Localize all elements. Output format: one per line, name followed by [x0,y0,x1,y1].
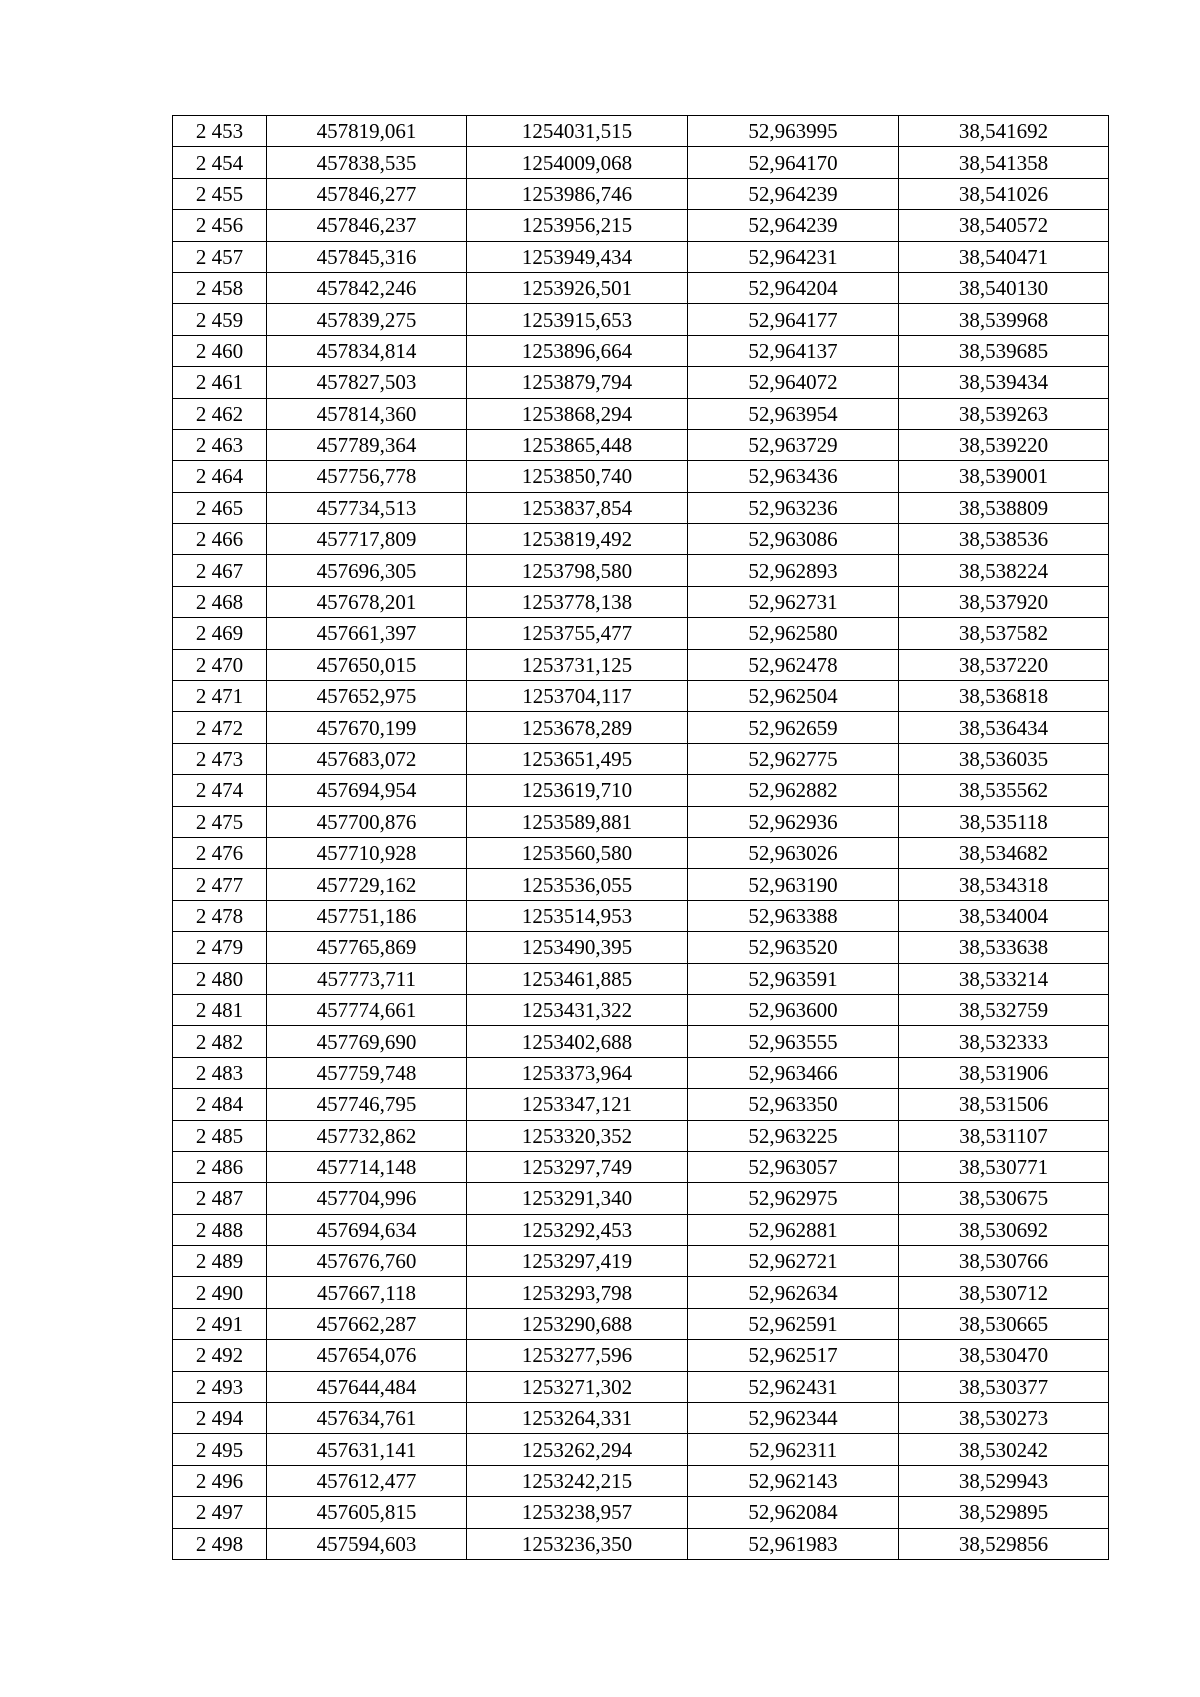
longitude-cell: 38,541692 [899,116,1109,147]
table-row [173,461,1109,492]
longitude-cell: 38,539220 [899,429,1109,460]
table-row [173,304,1109,335]
y-coordinate-cell: 1253837,854 [467,492,688,523]
point-number-cell: 2 491 [173,1308,267,1339]
point-number-cell: 2 459 [173,304,267,335]
point-number-cell: 2 457 [173,241,267,272]
point-number-cell: 2 475 [173,806,267,837]
x-coordinate-cell: 457704,996 [267,1183,467,1214]
longitude-cell: 38,537582 [899,618,1109,649]
point-number-cell: 2 455 [173,178,267,209]
x-coordinate-cell: 457634,761 [267,1403,467,1434]
latitude-cell: 52,962659 [688,712,899,743]
longitude-cell: 38,541026 [899,178,1109,209]
latitude-cell: 52,963466 [688,1057,899,1088]
y-coordinate-cell: 1253651,495 [467,743,688,774]
y-coordinate-cell: 1253865,448 [467,429,688,460]
latitude-cell: 52,962143 [688,1465,899,1496]
y-coordinate-cell: 1253755,477 [467,618,688,649]
latitude-cell: 52,964239 [688,210,899,241]
table-row [173,1497,1109,1528]
y-coordinate-cell: 1253293,798 [467,1277,688,1308]
y-coordinate-cell: 1253264,331 [467,1403,688,1434]
latitude-cell: 52,964239 [688,178,899,209]
latitude-cell: 52,963600 [688,994,899,1025]
x-coordinate-cell: 457667,118 [267,1277,467,1308]
latitude-cell: 52,962893 [688,555,899,586]
point-number-cell: 2 480 [173,963,267,994]
x-coordinate-cell: 457746,795 [267,1089,467,1120]
x-coordinate-cell: 457678,201 [267,586,467,617]
point-number-cell: 2 462 [173,398,267,429]
longitude-cell: 38,533638 [899,932,1109,963]
point-number-cell: 2 471 [173,681,267,712]
y-coordinate-cell: 1253560,580 [467,837,688,868]
x-coordinate-cell: 457694,954 [267,775,467,806]
table-row [173,1151,1109,1182]
x-coordinate-cell: 457652,975 [267,681,467,712]
table-row [173,335,1109,366]
y-coordinate-cell: 1253320,352 [467,1120,688,1151]
latitude-cell: 52,962084 [688,1497,899,1528]
longitude-cell: 38,533214 [899,963,1109,994]
point-number-cell: 2 496 [173,1465,267,1496]
x-coordinate-cell: 457834,814 [267,335,467,366]
longitude-cell: 38,539685 [899,335,1109,366]
x-coordinate-cell: 457838,535 [267,147,467,178]
latitude-cell: 52,964231 [688,241,899,272]
x-coordinate-cell: 457717,809 [267,524,467,555]
latitude-cell: 52,963954 [688,398,899,429]
latitude-cell: 52,962882 [688,775,899,806]
point-number-cell: 2 477 [173,869,267,900]
table-row [173,994,1109,1025]
point-number-cell: 2 453 [173,116,267,147]
longitude-cell: 38,534004 [899,900,1109,931]
latitude-cell: 52,962731 [688,586,899,617]
table-row [173,1371,1109,1402]
point-number-cell: 2 474 [173,775,267,806]
y-coordinate-cell: 1253778,138 [467,586,688,617]
y-coordinate-cell: 1253678,289 [467,712,688,743]
y-coordinate-cell: 1253868,294 [467,398,688,429]
longitude-cell: 38,536818 [899,681,1109,712]
latitude-cell: 52,963236 [688,492,899,523]
table-row [173,1120,1109,1151]
table-row [173,1057,1109,1088]
longitude-cell: 38,534682 [899,837,1109,868]
latitude-cell: 52,962975 [688,1183,899,1214]
x-coordinate-cell: 457827,503 [267,367,467,398]
x-coordinate-cell: 457769,690 [267,1026,467,1057]
coordinates-table-body [173,116,1109,1560]
table-row [173,1308,1109,1339]
point-number-cell: 2 454 [173,147,267,178]
longitude-cell: 38,540572 [899,210,1109,241]
latitude-cell: 52,962431 [688,1371,899,1402]
longitude-cell: 38,532759 [899,994,1109,1025]
x-coordinate-cell: 457846,277 [267,178,467,209]
point-number-cell: 2 488 [173,1214,267,1245]
longitude-cell: 38,540471 [899,241,1109,272]
x-coordinate-cell: 457594,603 [267,1528,467,1559]
y-coordinate-cell: 1253949,434 [467,241,688,272]
x-coordinate-cell: 457661,397 [267,618,467,649]
point-number-cell: 2 481 [173,994,267,1025]
x-coordinate-cell: 457631,141 [267,1434,467,1465]
table-row [173,618,1109,649]
x-coordinate-cell: 457759,748 [267,1057,467,1088]
x-coordinate-cell: 457694,634 [267,1214,467,1245]
point-number-cell: 2 482 [173,1026,267,1057]
table-row [173,806,1109,837]
y-coordinate-cell: 1253290,688 [467,1308,688,1339]
table-row [173,1528,1109,1559]
point-number-cell: 2 467 [173,555,267,586]
x-coordinate-cell: 457773,711 [267,963,467,994]
longitude-cell: 38,531107 [899,1120,1109,1151]
longitude-cell: 38,538224 [899,555,1109,586]
x-coordinate-cell: 457839,275 [267,304,467,335]
point-number-cell: 2 473 [173,743,267,774]
latitude-cell: 52,963190 [688,869,899,900]
point-number-cell: 2 463 [173,429,267,460]
longitude-cell: 38,536434 [899,712,1109,743]
table-row [173,900,1109,931]
table-row [173,1183,1109,1214]
point-number-cell: 2 456 [173,210,267,241]
x-coordinate-cell: 457676,760 [267,1246,467,1277]
latitude-cell: 52,964204 [688,272,899,303]
point-number-cell: 2 487 [173,1183,267,1214]
table-row [173,649,1109,680]
longitude-cell: 38,530692 [899,1214,1109,1245]
y-coordinate-cell: 1253297,749 [467,1151,688,1182]
table-row [173,210,1109,241]
latitude-cell: 52,963995 [688,116,899,147]
y-coordinate-cell: 1253291,340 [467,1183,688,1214]
point-number-cell: 2 465 [173,492,267,523]
x-coordinate-cell: 457670,199 [267,712,467,743]
table-row [173,524,1109,555]
table-row [173,492,1109,523]
latitude-cell: 52,962517 [688,1340,899,1371]
y-coordinate-cell: 1253619,710 [467,775,688,806]
longitude-cell: 38,539434 [899,367,1109,398]
x-coordinate-cell: 457662,287 [267,1308,467,1339]
latitude-cell: 52,963026 [688,837,899,868]
y-coordinate-cell: 1253242,215 [467,1465,688,1496]
latitude-cell: 52,964072 [688,367,899,398]
x-coordinate-cell: 457789,364 [267,429,467,460]
point-number-cell: 2 479 [173,932,267,963]
latitude-cell: 52,963520 [688,932,899,963]
longitude-cell: 38,530771 [899,1151,1109,1182]
table-row [173,178,1109,209]
table-row [173,586,1109,617]
table-row [173,869,1109,900]
table-row [173,1026,1109,1057]
y-coordinate-cell: 1253915,653 [467,304,688,335]
table-row [173,1089,1109,1120]
longitude-cell: 38,538809 [899,492,1109,523]
table-row [173,1277,1109,1308]
table-row [173,241,1109,272]
table-row [173,1465,1109,1496]
x-coordinate-cell: 457732,862 [267,1120,467,1151]
y-coordinate-cell: 1253461,885 [467,963,688,994]
y-coordinate-cell: 1253271,302 [467,1371,688,1402]
latitude-cell: 52,964177 [688,304,899,335]
point-number-cell: 2 490 [173,1277,267,1308]
latitude-cell: 52,963086 [688,524,899,555]
y-coordinate-cell: 1253879,794 [467,367,688,398]
longitude-cell: 38,537220 [899,649,1109,680]
table-row [173,116,1109,147]
table-row [173,712,1109,743]
x-coordinate-cell: 457605,815 [267,1497,467,1528]
table-row [173,681,1109,712]
longitude-cell: 38,534318 [899,869,1109,900]
x-coordinate-cell: 457612,477 [267,1465,467,1496]
x-coordinate-cell: 457814,360 [267,398,467,429]
longitude-cell: 38,541358 [899,147,1109,178]
longitude-cell: 38,529943 [899,1465,1109,1496]
y-coordinate-cell: 1253490,395 [467,932,688,963]
table-row [173,429,1109,460]
point-number-cell: 2 498 [173,1528,267,1559]
y-coordinate-cell: 1253297,419 [467,1246,688,1277]
table-row [173,1340,1109,1371]
y-coordinate-cell: 1253238,957 [467,1497,688,1528]
x-coordinate-cell: 457644,484 [267,1371,467,1402]
latitude-cell: 52,963729 [688,429,899,460]
longitude-cell: 38,529856 [899,1528,1109,1559]
longitude-cell: 38,530712 [899,1277,1109,1308]
latitude-cell: 52,962775 [688,743,899,774]
table-row [173,1434,1109,1465]
point-number-cell: 2 483 [173,1057,267,1088]
y-coordinate-cell: 1253262,294 [467,1434,688,1465]
point-number-cell: 2 497 [173,1497,267,1528]
y-coordinate-cell: 1253277,596 [467,1340,688,1371]
y-coordinate-cell: 1253431,322 [467,994,688,1025]
table-row [173,1246,1109,1277]
x-coordinate-cell: 457756,778 [267,461,467,492]
y-coordinate-cell: 1254031,515 [467,116,688,147]
y-coordinate-cell: 1253798,580 [467,555,688,586]
table-row [173,555,1109,586]
point-number-cell: 2 476 [173,837,267,868]
x-coordinate-cell: 457696,305 [267,555,467,586]
longitude-cell: 38,530665 [899,1308,1109,1339]
x-coordinate-cell: 457842,246 [267,272,467,303]
latitude-cell: 52,963555 [688,1026,899,1057]
longitude-cell: 38,540130 [899,272,1109,303]
point-number-cell: 2 460 [173,335,267,366]
table-row [173,743,1109,774]
latitude-cell: 52,962881 [688,1214,899,1245]
x-coordinate-cell: 457765,869 [267,932,467,963]
longitude-cell: 38,539001 [899,461,1109,492]
longitude-cell: 38,538536 [899,524,1109,555]
point-number-cell: 2 492 [173,1340,267,1371]
longitude-cell: 38,539263 [899,398,1109,429]
y-coordinate-cell: 1253896,664 [467,335,688,366]
longitude-cell: 38,530377 [899,1371,1109,1402]
x-coordinate-cell: 457710,928 [267,837,467,868]
x-coordinate-cell: 457729,162 [267,869,467,900]
longitude-cell: 38,530273 [899,1403,1109,1434]
y-coordinate-cell: 1253347,121 [467,1089,688,1120]
x-coordinate-cell: 457734,513 [267,492,467,523]
longitude-cell: 38,530470 [899,1340,1109,1371]
table-row [173,837,1109,868]
x-coordinate-cell: 457650,015 [267,649,467,680]
latitude-cell: 52,962591 [688,1308,899,1339]
latitude-cell: 52,963388 [688,900,899,931]
x-coordinate-cell: 457846,237 [267,210,467,241]
point-number-cell: 2 470 [173,649,267,680]
longitude-cell: 38,531506 [899,1089,1109,1120]
table-row [173,1214,1109,1245]
longitude-cell: 38,537920 [899,586,1109,617]
longitude-cell: 38,531906 [899,1057,1109,1088]
latitude-cell: 52,963591 [688,963,899,994]
y-coordinate-cell: 1253704,117 [467,681,688,712]
y-coordinate-cell: 1253373,964 [467,1057,688,1088]
y-coordinate-cell: 1253514,953 [467,900,688,931]
point-number-cell: 2 469 [173,618,267,649]
latitude-cell: 52,962936 [688,806,899,837]
table-row [173,1403,1109,1434]
y-coordinate-cell: 1253731,125 [467,649,688,680]
latitude-cell: 52,964137 [688,335,899,366]
point-number-cell: 2 486 [173,1151,267,1182]
table-row [173,367,1109,398]
latitude-cell: 52,963436 [688,461,899,492]
y-coordinate-cell: 1253402,688 [467,1026,688,1057]
x-coordinate-cell: 457683,072 [267,743,467,774]
table-row [173,932,1109,963]
point-number-cell: 2 464 [173,461,267,492]
y-coordinate-cell: 1253956,215 [467,210,688,241]
point-number-cell: 2 489 [173,1246,267,1277]
latitude-cell: 52,962580 [688,618,899,649]
point-number-cell: 2 468 [173,586,267,617]
latitude-cell: 52,963350 [688,1089,899,1120]
point-number-cell: 2 493 [173,1371,267,1402]
point-number-cell: 2 485 [173,1120,267,1151]
point-number-cell: 2 478 [173,900,267,931]
y-coordinate-cell: 1253536,055 [467,869,688,900]
longitude-cell: 38,539968 [899,304,1109,335]
table-row [173,272,1109,303]
point-number-cell: 2 484 [173,1089,267,1120]
latitude-cell: 52,962311 [688,1434,899,1465]
table-row [173,147,1109,178]
latitude-cell: 52,963057 [688,1151,899,1182]
y-coordinate-cell: 1253926,501 [467,272,688,303]
table-row [173,963,1109,994]
latitude-cell: 52,963225 [688,1120,899,1151]
y-coordinate-cell: 1253292,453 [467,1214,688,1245]
latitude-cell: 52,962634 [688,1277,899,1308]
point-number-cell: 2 466 [173,524,267,555]
y-coordinate-cell: 1253850,740 [467,461,688,492]
longitude-cell: 38,532333 [899,1026,1109,1057]
longitude-cell: 38,530242 [899,1434,1109,1465]
point-number-cell: 2 461 [173,367,267,398]
point-number-cell: 2 494 [173,1403,267,1434]
x-coordinate-cell: 457700,876 [267,806,467,837]
y-coordinate-cell: 1253589,881 [467,806,688,837]
y-coordinate-cell: 1253236,350 [467,1528,688,1559]
latitude-cell: 52,962478 [688,649,899,680]
x-coordinate-cell: 457819,061 [267,116,467,147]
longitude-cell: 38,530766 [899,1246,1109,1277]
x-coordinate-cell: 457774,661 [267,994,467,1025]
table-row [173,775,1109,806]
x-coordinate-cell: 457845,316 [267,241,467,272]
latitude-cell: 52,962344 [688,1403,899,1434]
longitude-cell: 38,535118 [899,806,1109,837]
latitude-cell: 52,962504 [688,681,899,712]
table-row [173,398,1109,429]
latitude-cell: 52,961983 [688,1528,899,1559]
coordinates-table [172,115,1109,1560]
point-number-cell: 2 458 [173,272,267,303]
latitude-cell: 52,962721 [688,1246,899,1277]
longitude-cell: 38,536035 [899,743,1109,774]
x-coordinate-cell: 457714,148 [267,1151,467,1182]
longitude-cell: 38,535562 [899,775,1109,806]
latitude-cell: 52,964170 [688,147,899,178]
y-coordinate-cell: 1254009,068 [467,147,688,178]
longitude-cell: 38,529895 [899,1497,1109,1528]
x-coordinate-cell: 457654,076 [267,1340,467,1371]
point-number-cell: 2 495 [173,1434,267,1465]
longitude-cell: 38,530675 [899,1183,1109,1214]
y-coordinate-cell: 1253986,746 [467,178,688,209]
point-number-cell: 2 472 [173,712,267,743]
x-coordinate-cell: 457751,186 [267,900,467,931]
y-coordinate-cell: 1253819,492 [467,524,688,555]
